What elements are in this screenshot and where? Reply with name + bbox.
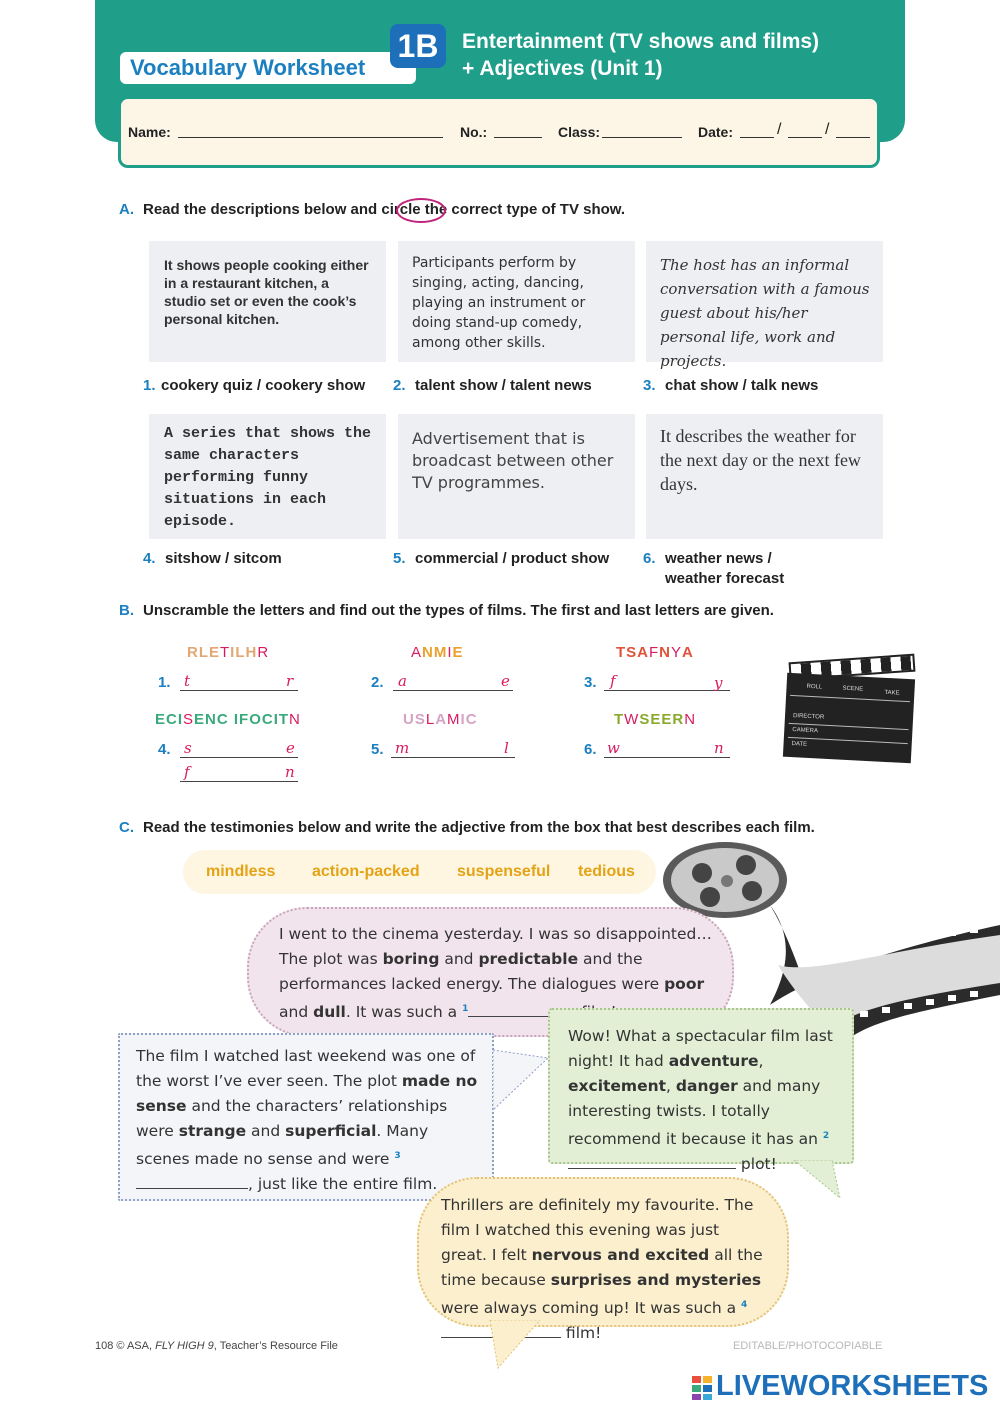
letters: A [682,644,694,661]
student-info-box [118,96,880,168]
blank-number: 1 [462,1004,469,1014]
crossed-letter: N [289,711,301,728]
description-box-3 [646,241,883,370]
scrambled-word-5 [403,711,478,728]
name-label: Name: [128,124,171,140]
letters: IC [460,711,478,728]
crossed-letter: I [447,644,453,661]
answer-line-3[interactable] [604,690,730,691]
description-text: A series that shows the same characters performing funny situations in each episode. [164,425,372,530]
section-c-letter: C. [119,819,134,836]
description-text: It describes the weather for the next day or the next few days. [660,426,861,494]
word-bank-item: mindless [206,863,276,880]
answer-line-4a[interactable] [180,757,298,758]
keyword: made no sense [136,1072,478,1115]
answer-line-4b[interactable] [180,781,298,782]
date-day-field[interactable] [740,137,774,138]
text: , just like the entire film. [248,1175,438,1194]
text: and [246,1122,286,1140]
keyword: excitement [568,1077,667,1095]
keyword: dull [313,1003,346,1022]
answer-line-5[interactable] [391,757,515,758]
number-label: No.: [460,124,488,140]
worksheet-label: Vocabulary Worksheet [130,55,366,80]
text: film! [561,1324,602,1343]
keyword: nervous and excited [531,1246,710,1264]
section-c-instruction: Read the testimonies below and write the adjective from the box that best describes each film. [143,819,815,836]
item-number: 5. [393,550,406,567]
item-number: 3. [643,377,656,394]
keyword: adventure [668,1052,759,1070]
testimony-text [120,1035,492,1197]
text: I went to the cinema yesterday. I was so disappointed… [279,925,712,943]
testimony-text [550,1010,852,1177]
crossed-letter: F [649,644,660,661]
clapper-label: CAMERA [792,727,819,735]
given-last-letter: n [714,739,724,757]
answer-line-6[interactable] [604,757,730,758]
clapper-label: DIRECTOR [792,713,825,721]
scrambled-word-4 [155,711,301,728]
class-field[interactable] [602,137,682,138]
text: . Many scenes made no sense and were [136,1122,429,1169]
text: and [279,1003,314,1022]
keyword: boring [382,950,440,968]
description-text: Advertisement that is broadcast between other TV programmes. [412,429,614,492]
book-title: FLY HIGH 9 [155,1340,214,1352]
bubble-tail-icon [790,1160,850,1200]
text: and the performances lacked energy. The dialogues were [279,950,665,993]
text: The plot was [279,950,383,968]
text: Thrillers are definitely my favourite. The film I watched this evening was just great. I felt [441,1196,754,1264]
instruction-text: the correct type of TV show. [424,201,626,218]
letters: A [435,711,448,728]
text: all the time because [441,1246,763,1289]
tv-show-options-5[interactable]: commercial / product show [415,550,610,567]
text: and [439,950,479,968]
instruction-circle-word: circle [381,201,421,218]
scrambled-word-1 [187,644,269,661]
given-last-letter: e [501,672,510,690]
text: plot! [736,1155,777,1174]
letters: SEER [639,711,685,728]
date-label: Date: [698,124,734,140]
date-separator: / [777,121,782,138]
text: were always coming up! It was such a [441,1299,742,1318]
scrambled-word-2 [411,644,464,661]
letters: RLE [187,644,220,661]
testimony-bubble-3 [118,1033,494,1201]
given-last-letter: n [285,763,295,781]
text: 108 © ASA, [95,1340,156,1352]
bubble-tail-icon [470,1320,560,1370]
keyword: strange [178,1122,247,1140]
word-bank-item: tedious [578,863,635,880]
crossed-letter: W [624,711,640,728]
clapper-label: TAKE [884,689,900,697]
number-field[interactable] [494,137,542,138]
footer-credit [95,1340,338,1352]
given-first-letter: w [607,739,620,757]
tv-show-options-3[interactable]: chat show / talk news [665,377,819,394]
text: , [666,1077,676,1095]
clapper-label: SCENE [842,685,864,693]
tv-show-options-4[interactable]: sitshow / sitcom [165,550,282,567]
unit-title [462,28,819,82]
unit-title-line2: + Adjectives (Unit 1) [462,57,663,80]
keyword: superficial [285,1122,377,1140]
section-b-letter: B. [119,602,134,619]
description-text: Participants perform by singing, acting, dancing, playing an instrument or doing stand-up comedy, among other skills. [412,255,586,351]
crossed-letter: R [257,644,270,661]
crossed-letter: N [684,711,697,728]
given-first-letter: m [395,739,410,757]
given-last-letter: r [286,672,294,690]
instruction-text: Read the descriptions below and [143,201,378,218]
letters: E [452,644,464,661]
item-number: 3. [584,674,597,691]
tv-show-options-1[interactable]: cookery quiz / cookery show [161,377,366,394]
description-box-6 [646,414,883,539]
description-box-4 [149,414,386,539]
crossed-letter: Y [671,644,683,661]
crossed-letter: M [447,711,461,728]
text: , [758,1052,764,1070]
crossed-letter: L [425,711,436,728]
letters: ENC IFOCIT [194,711,290,728]
bubble-tail-icon [493,1040,553,1120]
unit-title-line1: Entertainment (TV shows and films) [462,30,820,53]
option-line: weather forecast [665,570,785,587]
given-first-letter: t [184,672,191,690]
option-line: weather news / [665,550,772,567]
crossed-letter: T [220,644,231,661]
given-first-letter: s [184,739,192,757]
blank-number: 3 [394,1151,401,1161]
item-number: 6. [584,741,597,758]
description-box-2 [398,241,635,362]
keyword: danger [675,1077,738,1095]
answer-line-1[interactable] [180,690,298,691]
item-number: 4. [143,550,156,567]
given-first-letter: f [610,672,616,690]
item-number: 4. [158,741,171,758]
class-label: Class: [558,124,601,140]
keyword: poor [664,975,705,993]
date-month-field[interactable] [788,137,822,138]
letters: US [403,711,426,728]
text: and many interesting twists. I totally recommend it because it has an [568,1077,823,1149]
description-box-5 [398,414,635,539]
given-first-letter: f [184,763,190,781]
tv-show-options-2[interactable]: talent show / talent news [415,377,592,394]
item-number: 2. [393,377,406,394]
keyword: predictable [478,950,579,968]
liveworksheets-logo-icon [692,1376,712,1400]
text: . It was such a [345,1003,463,1022]
answer-blank-2[interactable] [568,1153,736,1169]
word-bank-item: action-packed [312,863,420,880]
text: Wow! What a spectacular film last night! It had [568,1027,833,1070]
circle-mark-icon [396,198,446,223]
answer-blank-3[interactable] [136,1173,248,1189]
date-separator: / [825,121,830,138]
given-last-letter: e [286,739,295,757]
word-bank-item: suspenseful [457,863,551,880]
clapperboard-icon [783,673,915,764]
liveworksheets-brand[interactable]: LIVEWORKSHEETS [716,1370,989,1402]
given-first-letter: a [398,672,407,690]
scrambled-word-6 [614,711,696,728]
item-number: 1. [158,674,171,691]
text: The film I watched last weekend was one of the worst I’ve ever seen. The plot [136,1047,476,1090]
unit-badge: 1B [390,24,446,68]
letters: T [614,711,625,728]
given-last-letter: y [714,674,723,692]
clapper-label: ROLL [806,683,823,691]
testimony-bubble-2 [548,1008,854,1174]
keyword: surprises and mysteries [550,1271,762,1289]
blank-number: 2 [822,1131,830,1141]
letters: TSA [616,644,649,661]
section-b-instruction: Unscramble the letters and find out the types of films. The first and last letters are given. [143,602,774,619]
date-year-field[interactable] [836,137,870,138]
crossed-letter: S [183,711,195,728]
section-a-instruction [143,201,625,218]
testimony-bubble-4 [417,1177,789,1343]
item-number: 5. [371,741,384,758]
blank-number: 4 [741,1300,748,1310]
letters: N [659,644,672,661]
item-number: 2. [371,674,384,691]
item-number: 1. [143,377,156,394]
item-number: 6. [643,550,656,567]
scrambled-word-3 [616,644,694,661]
description-box-1 [149,241,386,362]
answer-line-2[interactable] [393,690,513,691]
text: and the characters’ relationships were [136,1097,448,1140]
letters: NM [422,644,448,661]
section-a-letter: A. [119,201,134,218]
given-last-letter: l [504,739,509,757]
tv-show-options-6[interactable] [665,549,784,589]
text: , Teacher’s Resource File [213,1340,338,1352]
description-text: It shows people cooking either in a restaurant kitchen, a studio set or even the cook’s personal kitchen. [164,257,369,327]
name-field[interactable] [178,137,443,138]
description-text: The host has an informal conversation with a famous guest about his/her personal life, work and projects. [660,256,870,370]
letters: ECI [155,711,184,728]
letters: ILH [230,644,258,661]
crossed-letter: A [411,644,423,661]
footer-editable-note: EDITABLE/PHOTOCOPIABLE [733,1340,883,1352]
clapper-label: DATE [791,741,808,748]
